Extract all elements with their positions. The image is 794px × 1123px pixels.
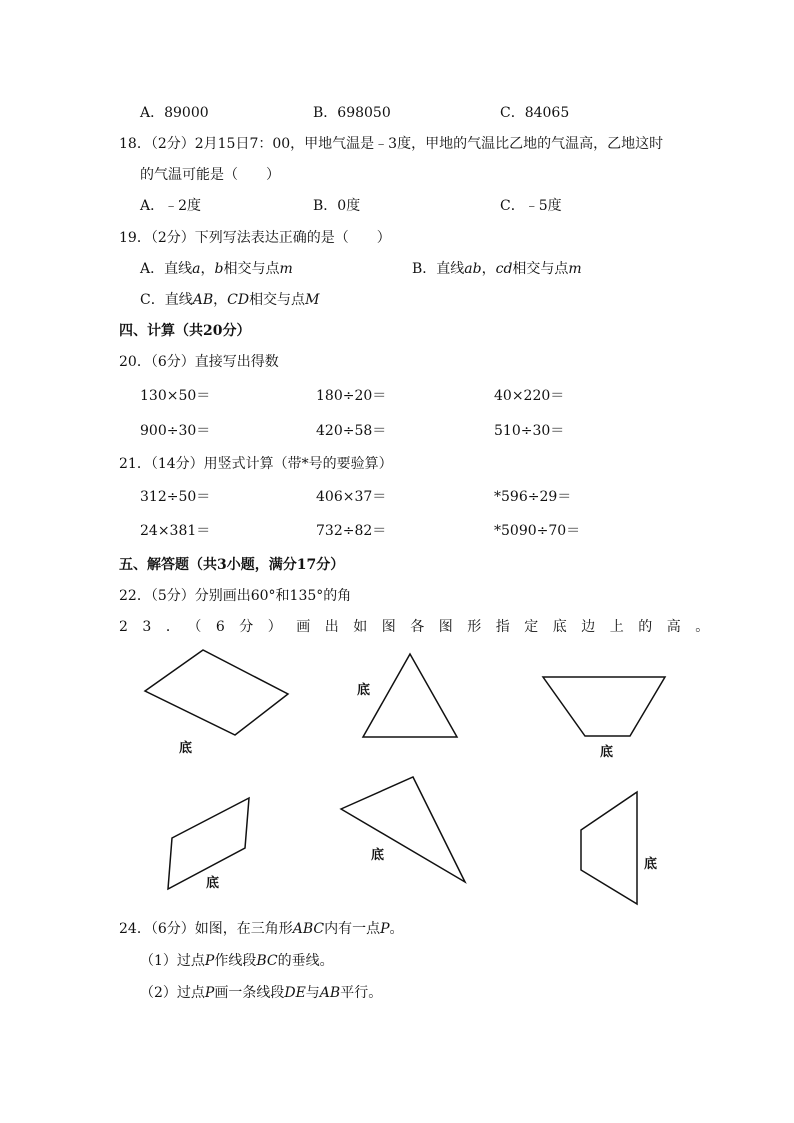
figure-trapezoid-1 xyxy=(543,677,665,736)
q19-a-prefix: A．直线 xyxy=(140,261,193,277)
q21-stem: 21．（14分）用竖式计算（带*号的要验算） xyxy=(119,456,393,472)
q24-sub1-pre: （1）过点 xyxy=(140,953,205,969)
q19-option-a xyxy=(140,260,293,278)
base-label: 底 xyxy=(179,741,193,756)
figure-parallelogram-1 xyxy=(145,650,288,735)
q24-sub2-segment-de: DE xyxy=(284,985,306,1001)
q21-item: *5090÷70＝ xyxy=(494,523,581,539)
q24-sub2-end: 平行。 xyxy=(340,985,383,1001)
q24-sub1-segment: BC xyxy=(256,953,278,969)
q24-point-name: P xyxy=(380,921,390,937)
q19-c-prefix: C．直线 xyxy=(140,292,193,308)
q19-option-c xyxy=(140,291,319,309)
q19-b-var3: m xyxy=(568,261,582,277)
figure-triangle-1 xyxy=(363,654,457,737)
q17-option-a: A．89000 xyxy=(140,105,209,121)
q20-stem: 20．（6分）直接写出得数 xyxy=(119,354,279,370)
q18-option-b: B．0度 xyxy=(313,198,361,214)
q24-sub1-end: 的垂线。 xyxy=(277,953,334,969)
q19-c-var1: AB xyxy=(192,292,214,308)
q24-stem xyxy=(119,920,404,938)
q20-item: 40×220＝ xyxy=(494,388,565,404)
q24-triangle-name: ABC xyxy=(292,921,325,937)
q23-figures xyxy=(128,640,673,915)
q23-stem: 23．（6分）画出如图各图形指定底边上的高。 xyxy=(119,619,724,635)
q21-item: 312÷50＝ xyxy=(140,489,211,505)
q20-item: 180÷20＝ xyxy=(316,388,387,404)
q24-sub2 xyxy=(140,984,382,1002)
base-label: 底 xyxy=(371,848,385,863)
q19-a-var3: m xyxy=(279,261,293,277)
q19-b-var2: cd xyxy=(495,261,513,277)
q19-stem: 19．（2分）下列写法表达正确的是（ ） xyxy=(119,230,391,246)
q20-item: 130×50＝ xyxy=(140,388,211,404)
q20-item: 900÷30＝ xyxy=(140,423,211,439)
section-4-heading: 四、计算（共20分） xyxy=(119,323,251,339)
q18-option-c: C．﹣5度 xyxy=(500,198,562,214)
q22-stem: 22．（5分）分别画出60°和135°的角 xyxy=(119,588,352,604)
q19-option-b xyxy=(412,260,582,278)
q24-sub2-pre: （2）过点 xyxy=(140,985,205,1001)
q17-option-c: C．84065 xyxy=(500,105,570,121)
q24-sub2-mid: 画一条线段 xyxy=(214,985,285,1001)
q18-stem-line1: 18．（2分）2月15日7：00，甲地气温是﹣3度，甲地的气温比乙地的气温高，乙地这时 xyxy=(119,136,664,152)
q24-sub2-point: P xyxy=(204,985,215,1001)
q19-c-mid: 相交与点 xyxy=(249,292,306,308)
q19-b-mid: 相交与点 xyxy=(512,261,569,277)
q18-option-a: A．﹣2度 xyxy=(140,198,202,214)
q19-a-var1: a xyxy=(192,261,201,277)
q19-b-prefix: B．直线 xyxy=(412,261,465,277)
q24-stem-mid: 内有一点 xyxy=(324,921,381,937)
q24-sub1 xyxy=(140,952,334,970)
q19-c-sep: ， xyxy=(213,292,228,308)
q24-sub2-segment-ab: AB xyxy=(319,985,341,1001)
q24-sub2-with: 与 xyxy=(305,985,320,1001)
q21-item: 406×37＝ xyxy=(316,489,387,505)
q24-sub1-point: P xyxy=(204,953,215,969)
q24-stem-pre: 24．（6分）如图，在三角形 xyxy=(119,921,293,937)
q21-item: 732÷82＝ xyxy=(316,523,387,539)
base-label: 底 xyxy=(357,683,371,698)
q24-sub1-mid: 作线段 xyxy=(214,953,257,969)
q21-item: *596÷29＝ xyxy=(494,489,572,505)
q19-a-sep: ， xyxy=(200,261,215,277)
q19-b-var1: ab xyxy=(464,261,482,277)
q19-c-var3: M xyxy=(305,292,320,308)
q17-option-b: B．698050 xyxy=(313,105,391,121)
q19-c-var2: CD xyxy=(227,292,250,308)
q18-stem-line2: 的气温可能是（ ） xyxy=(140,167,280,183)
q19-a-var2: b xyxy=(214,261,224,277)
q20-item: 420÷58＝ xyxy=(316,423,387,439)
base-label: 底 xyxy=(644,857,658,872)
figure-triangle-2 xyxy=(341,777,465,882)
base-label: 底 xyxy=(206,876,220,891)
q24-stem-end: 。 xyxy=(389,921,404,937)
q21-item: 24×381＝ xyxy=(140,523,211,539)
section-5-heading: 五、解答题（共3小题，满分17分） xyxy=(119,557,345,573)
figure-trapezoid-2 xyxy=(581,792,637,904)
q20-item: 510÷30＝ xyxy=(494,423,565,439)
base-label: 底 xyxy=(600,745,614,760)
q19-a-mid: 相交与点 xyxy=(223,261,280,277)
q19-b-sep: ， xyxy=(481,261,496,277)
